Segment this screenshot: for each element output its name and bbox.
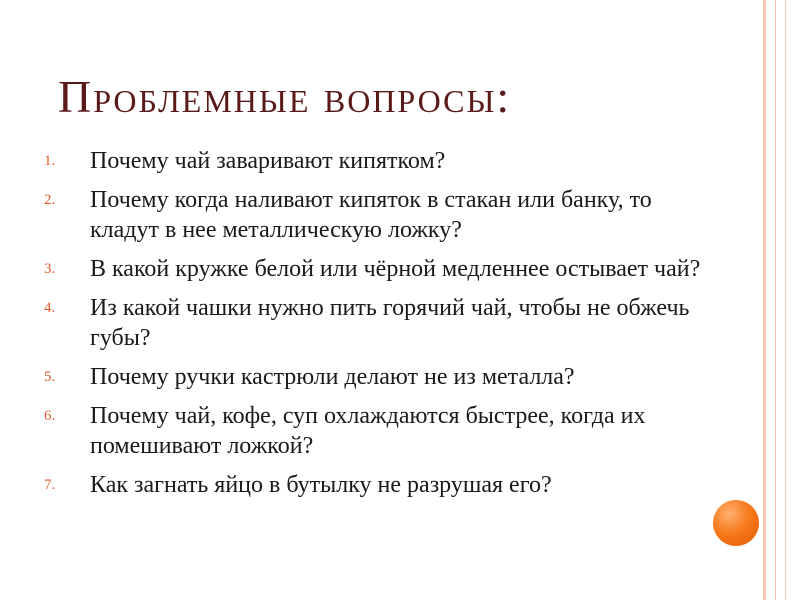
item-number: 2. (44, 192, 56, 208)
item-text: Из какой чашки нужно пить горячий чай, чтобы не обжечь губы? (90, 295, 690, 351)
item-number: 4. (44, 300, 56, 316)
question-list (44, 146, 704, 509)
slide-title: Проблемные вопросы: (58, 71, 512, 122)
list-item (44, 293, 704, 353)
item-text: В какой кружке белой или чёрной медленнее остывает чай? (90, 256, 701, 282)
list-item (44, 185, 704, 245)
list-item (44, 362, 704, 392)
item-number: 1. (44, 153, 56, 169)
item-text: Почему чай, кофе, суп охлаждаются быстрее, когда их помешивают ложкой? (90, 403, 646, 459)
item-number: 6. (44, 408, 56, 424)
list-item (44, 146, 704, 176)
item-text: Почему ручки кастрюли делают не из металла? (90, 364, 575, 390)
item-number: 7. (44, 477, 56, 493)
item-text: Почему чай заваривают кипятком? (90, 148, 446, 174)
list-item (44, 401, 704, 461)
item-number: 3. (44, 261, 56, 277)
right-decorative-stripe (763, 0, 766, 600)
list-item (44, 470, 704, 500)
right-decorative-stripe-thin-2 (785, 0, 786, 600)
decorative-orange-circle (713, 500, 759, 546)
item-text: Как загнать яйцо в бутылку не разрушая его? (90, 472, 552, 498)
right-decorative-stripe-thin (775, 0, 776, 600)
list-item (44, 254, 704, 284)
item-number: 5. (44, 369, 56, 385)
item-text: Почему когда наливают кипяток в стакан или банку, то кладут в нее металлическую ложку? (90, 187, 652, 243)
